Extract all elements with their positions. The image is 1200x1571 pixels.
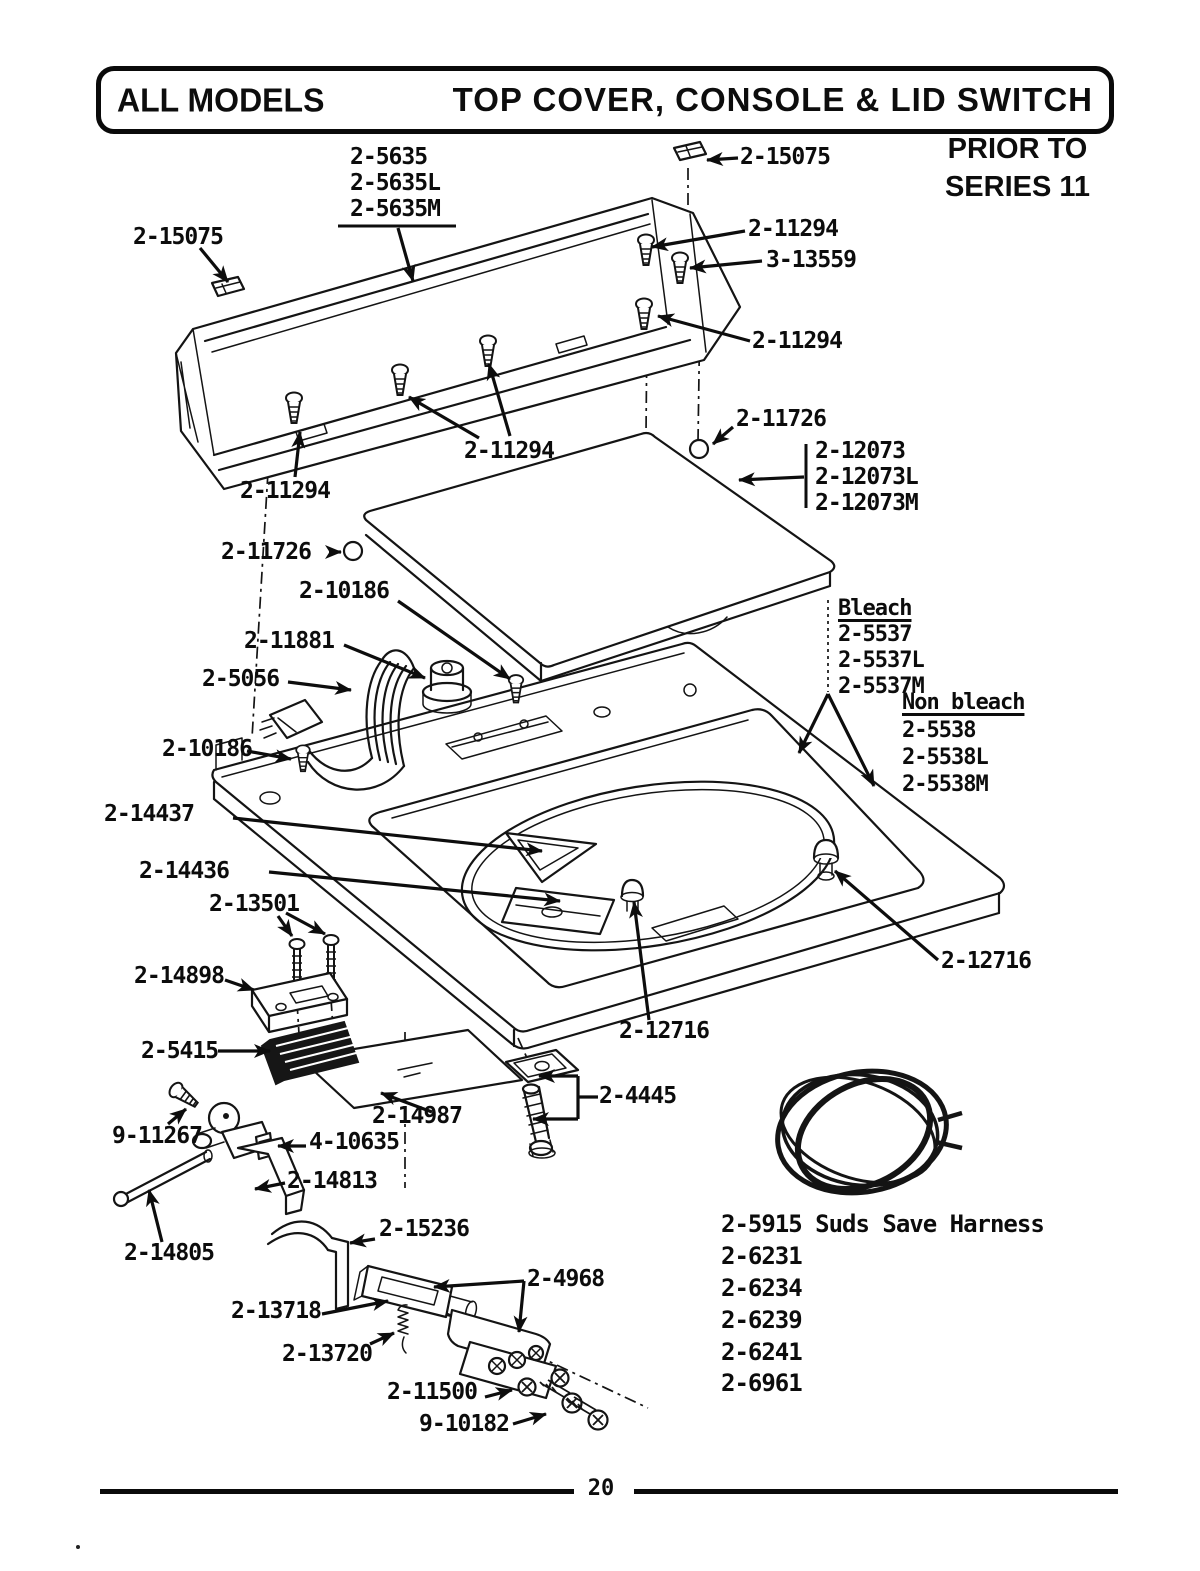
series-note-line2: SERIES 11 [944, 171, 1091, 203]
callout-2-15075-right: 2-15075 [740, 144, 830, 170]
callout-2-14813: 2-14813 [287, 1168, 377, 1194]
callout-2-10186-b: 2-10186 [162, 736, 252, 762]
callout-2-11726-b: 2-11726 [221, 539, 311, 565]
callout-2-6239: 2-6239 [721, 1306, 802, 1334]
callout-2-6961: 2-6961 [721, 1369, 802, 1397]
page-number: 20 [587, 1476, 615, 1501]
callout-2-11500: 2-11500 [387, 1379, 477, 1405]
callout-suds-save-harness: 2-5915 Suds Save Harness [721, 1210, 1044, 1238]
callout-9-10182: 9-10182 [419, 1411, 509, 1437]
mounting-screw-4445 [506, 1050, 578, 1158]
page-title: TOP COVER, CONSOLE & LID SWITCH [452, 81, 1093, 118]
callout-2-5538: 2-5538 [902, 718, 976, 743]
callout-2-12073M: 2-12073M [815, 490, 918, 516]
callout-2-14898: 2-14898 [134, 963, 224, 989]
footer-rule-right [634, 1489, 1118, 1494]
callout-2-12073: 2-12073 [815, 438, 905, 464]
series-note-line1: PRIOR TO [947, 133, 1088, 165]
callout-2-5635L: 2-5635L [350, 170, 440, 196]
callout-2-4968: 2-4968 [527, 1266, 605, 1292]
callout-2-13720: 2-13720 [282, 1341, 372, 1367]
stray-mark [76, 1545, 80, 1549]
callout-2-6241: 2-6241 [721, 1338, 802, 1366]
callout-2-12716-center: 2-12716 [619, 1018, 709, 1044]
suds-save-harness-coil [766, 1057, 962, 1211]
footer-rule-left [100, 1489, 574, 1494]
callout-2-5537: 2-5537 [838, 622, 912, 647]
models-badge: ALL MODELS [117, 80, 325, 119]
callout-2-13718: 2-13718 [231, 1298, 321, 1324]
callout-2-5056: 2-5056 [202, 666, 280, 692]
callout-2-14437: 2-14437 [104, 801, 194, 827]
callout-2-15236: 2-15236 [379, 1216, 469, 1242]
callout-3-13559: 3-13559 [766, 247, 856, 273]
callout-2-14436: 2-14436 [139, 858, 229, 884]
callout-bleach-heading: Bleach [838, 596, 912, 621]
callout-2-11294-a: 2-11294 [748, 216, 838, 242]
access-lid [364, 433, 834, 681]
callout-2-15075-left: 2-15075 [133, 224, 223, 250]
callout-2-6231: 2-6231 [721, 1242, 802, 1270]
callout-2-5415: 2-5415 [141, 1038, 219, 1064]
callout-2-11294-c: 2-11294 [464, 438, 554, 464]
callout-2-5635: 2-5635 [350, 144, 428, 170]
callout-2-13501: 2-13501 [209, 891, 299, 917]
callout-2-11294-b: 2-11294 [240, 478, 330, 504]
callout-non-bleach-heading: Non bleach [902, 690, 1025, 715]
callout-2-5537L: 2-5537L [838, 648, 924, 673]
callout-2-5537M: 2-5537M [838, 674, 924, 699]
callout-2-12716-right: 2-12716 [941, 948, 1031, 974]
callout-2-11294-d: 2-11294 [752, 328, 842, 354]
callout-2-10186-a: 2-10186 [299, 578, 389, 604]
callout-2-5538M: 2-5538M [902, 772, 988, 797]
callout-2-4445: 2-4445 [599, 1083, 677, 1109]
callout-2-5538L: 2-5538L [902, 745, 988, 770]
callout-9-11267: 9-11267 [112, 1123, 202, 1149]
callout-2-12073L: 2-12073L [815, 464, 918, 490]
callout-2-14987: 2-14987 [372, 1103, 462, 1129]
callout-2-5635M: 2-5635M [350, 196, 440, 222]
callout-2-6234: 2-6234 [721, 1274, 802, 1302]
callout-2-11881: 2-11881 [244, 628, 334, 654]
callout-4-10635: 4-10635 [309, 1129, 399, 1155]
callout-2-11726-a: 2-11726 [736, 406, 826, 432]
callout-2-14805: 2-14805 [124, 1240, 214, 1266]
